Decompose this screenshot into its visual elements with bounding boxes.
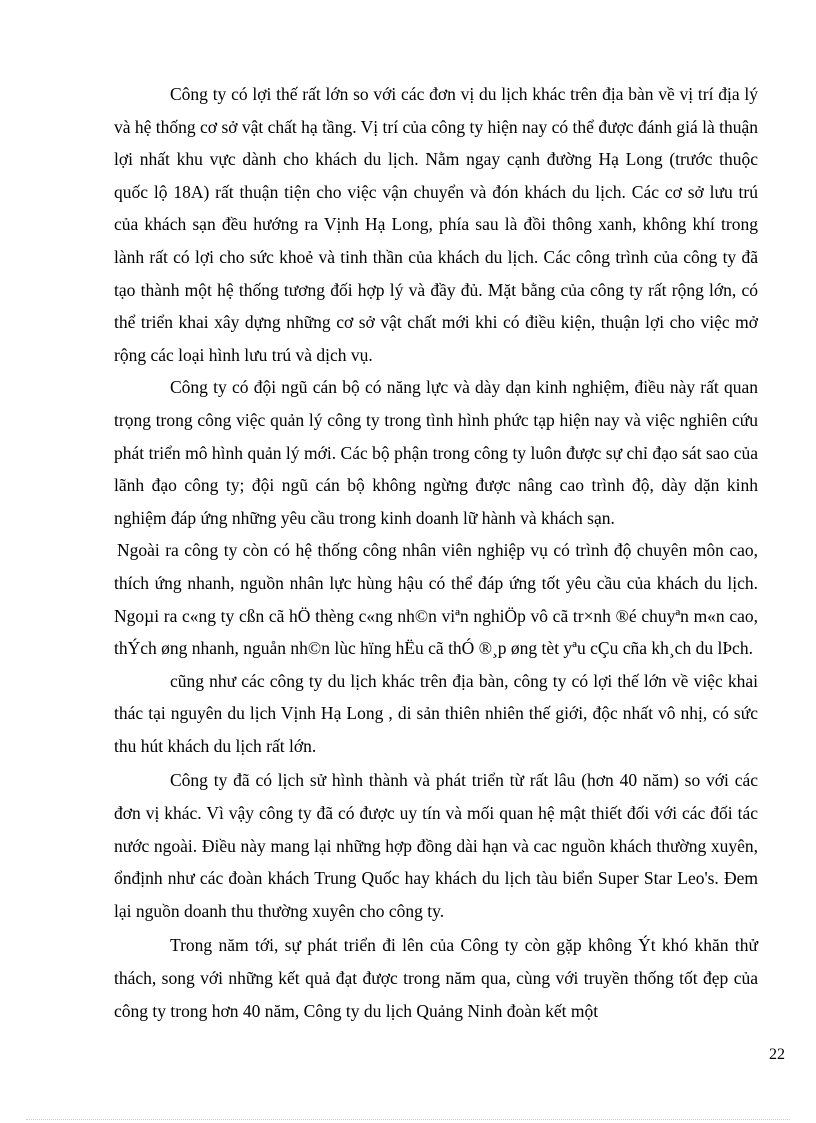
paragraph-next-year: Trong năm tới, sự phát triển đi lên của Công ty còn gặp không Ýt khó khăn thử thách, song với những kết quả đạt được trong năm qua, cùng với truyền thống tốt đẹp của công ty trong hơn 40 năm, Công ty du lịch Quảng Ninh đoàn kết một <box>114 935 758 1021</box>
page-bottom-divider <box>26 1119 790 1120</box>
paragraph-halong-bay: cũng như các công ty du lịch khác trên địa bàn, công ty có lợi thế lớn về việc khai thác tại nguyên du lịch Vịnh Hạ Long , di sản thiên nhiên thế giới, độc nhất vô nhị, có sức thu hút khách du lịch rất lớn. <box>114 670 758 756</box>
paragraph-location-advantage: Công ty có lợi thế rất lớn so với các đơn vị du lịch khác trên địa bàn về vị trí địa lý và hệ thống cơ sở vật chất hạ tầng. Vị trí của công ty hiện nay có thể được đánh giá là thuận lợi nhất khu vực dành cho khách du lịch. Nằm ngay cạnh đường Hạ Long (trước thuộc quốc lộ 18A) rất thuận tiện cho việc vận chuyển và đón khách du lịch. Các cơ sở lưu trú của khách sạn đều hướng ra Vịnh Hạ Long, phía sau là đồi thông xanh, không khí trong lành rất có lợi cho sức khoẻ và tinh thần của khách du lịch. Các công trình của công ty đã tạo thành một hệ thống tương đối hợp lý và đầy đủ. Mặt bằng của công ty rất rộng lớn, có thể triển khai xây dựng những cơ sở vật chất mới khi có điều kiện, thuận lợi cho việc mở rộng các loại hình lưu trú và dịch vụ. <box>114 84 758 365</box>
paragraph-history: Công ty đã có lịch sử hình thành và phát triển từ rất lâu (hơn 40 năm) so với các đơn vị khác. Vì vậy công ty đã có được uy tín và mối quan hệ mật thiết đối với các đối tác nước ngoài. Điều này mang lại những hợp đồng dài hạn và cac nguồn khách thường xuyên, ổnđịnh như các đoàn khách Trung Quốc hay khách du lịch tàu biển Super Star Leo's. Đem lại nguồn doanh thu thường xuyên cho công ty. <box>114 770 758 921</box>
body-text <box>114 78 758 1027</box>
page-number: 22 <box>769 1046 785 1063</box>
paragraph-workforce: Ngoài ra công ty còn có hệ thống công nhân viên nghiệp vụ có trình độ chuyên môn cao, thích ứng nhanh, nguồn nhân lực hùng hậu có thể đáp ứng tốt yêu cầu của khách du lịch. Ngoµi ra c«ng ty cßn cã hÖ thèng c«ng nh©n viªn nghiÖp vô cã tr×nh ®é chuyªn m«n cao, thÝch øng nhanh, nguån nh©n lùc hïng hËu cã thÓ ®¸p øng tèt yªu cÇu cña kh¸ch du lÞch. <box>114 540 758 659</box>
paragraph-staff: Công ty có đội ngũ cán bộ có năng lực và dày dạn kinh nghiệm, điều này rất quan trọng trong công việc quản lý công ty trong tình hình phức tạp hiện nay và việc nghiên cứu phát triển mô hình quản lý mới. Các bộ phận trong công ty luôn được sự chỉ đạo sát sao của lãnh đạo công ty; đội ngũ cán bộ không ngừng được nâng cao trình độ, dày dặn kinh nghiệm đáp ứng những yêu cầu trong kinh doanh lữ hành và khách sạn. <box>114 377 758 528</box>
